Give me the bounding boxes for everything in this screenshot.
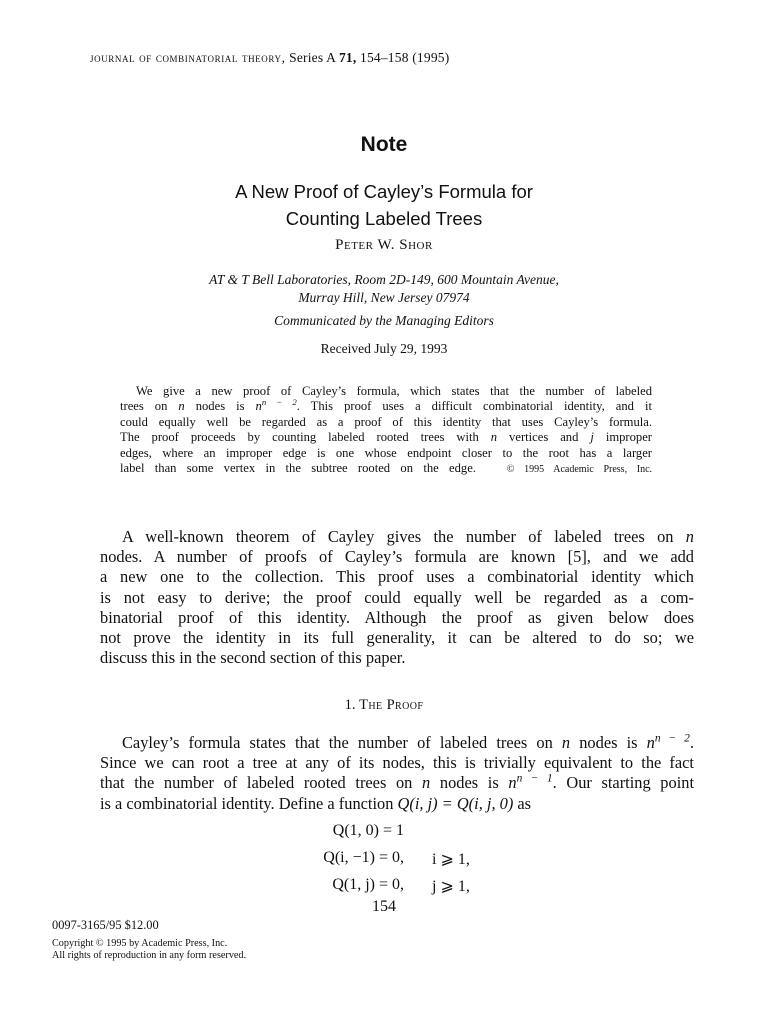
journal-name: journal of combinatorial theory,	[90, 50, 286, 65]
section-number: 1.	[344, 697, 356, 713]
paragraph-line: A well-known theorem of Cayley gives the number of labeled trees on n	[122, 527, 694, 546]
page-number: 154	[372, 898, 396, 915]
journal-volume: 71,	[338, 50, 357, 65]
equation-3-condition: j ⩾ 1,	[432, 878, 470, 895]
section-heading	[0, 697, 768, 714]
paragraph-line: discuss this in the second section of this paper.	[100, 648, 406, 668]
paragraph-line: is a combinatorial identity. Define a function Q(i, j) = Q(i, j, 0) as	[100, 793, 532, 813]
journal-pages: 154–158 (1995)	[360, 50, 450, 65]
journal-series: Series A	[289, 50, 336, 65]
paragraph-line: Cayley’s formula states that the number of labeled trees on n nodes is $n^{n - 2}$.	[122, 732, 694, 752]
abstract-line: The proof proceeds by counting labeled rooted trees with n vertices and j improper	[120, 430, 653, 445]
equation-3: Q(1, j) = 0,	[332, 876, 404, 893]
title-line-2: Counting Labeled Trees	[285, 208, 483, 229]
proof-paragraph	[100, 733, 694, 814]
abstract-line: could equally well be regarded as a proof of this identity that uses Cayley’s formula.	[120, 414, 652, 429]
abstract	[120, 384, 652, 477]
title-line-1: A New Proof of Cayley’s Formula for	[235, 181, 533, 202]
equation-2-condition: i ⩾ 1,	[432, 851, 470, 868]
paragraph-line: nodes. A number of proofs of Cayley’s formula are known [5], and we add	[100, 547, 694, 567]
paragraph-line: not prove the identity in its full generality, it can be altered to do so; we	[100, 628, 694, 648]
paragraph-line: binatorial proof of this identity. Although the proof as given below does	[100, 607, 694, 627]
paragraph-line: Since we can root a tree at any of its nodes, this is trivially equivalent to the fact	[100, 753, 694, 773]
section-title: The Proof	[359, 697, 424, 713]
journal-header	[90, 50, 449, 66]
paragraph-line: that the number of labeled rooted trees on n nodes is $n^{n - 1}$. Our starting point	[100, 772, 694, 793]
paragraph-line: a new one to the collection. This proof uses a combinatorial identity which	[100, 567, 694, 587]
note-label: Note	[360, 133, 408, 156]
author-name: Peter W. Shor	[335, 237, 433, 253]
received-date: Received July 29, 1993	[320, 341, 448, 356]
footer-copyright: Copyright © 1995 by Academic Press, Inc.	[52, 938, 228, 949]
footer	[52, 919, 246, 962]
footer-rights: All rights of reproduction in any form reserved.	[52, 950, 247, 961]
intro-paragraph	[100, 527, 694, 668]
equation-1: Q(1, 0) = 1	[332, 822, 404, 839]
communicated-by: Communicated by the Managing Editors	[274, 313, 494, 328]
abstract-line: label than some vertex in the subtree rooted on the edge. © 1995 Academic Press, Inc.	[120, 461, 653, 476]
paper-title	[0, 178, 768, 232]
affiliation-line-2: Murray Hill, New Jersey 07974	[298, 290, 470, 305]
footer-price: 0097-3165/95 $12.00	[52, 918, 159, 932]
abstract-line: trees on n nodes is $n^{n - 2}$. This proof uses a difficult combinatorial identity, and it	[120, 397, 652, 414]
paragraph-line: is not easy to derive; the proof could equally well be regarded as a com-	[100, 587, 694, 607]
affiliation-line-1: AT & T Bell Laboratories, Room 2D-149, 600 Mountain Avenue,	[209, 272, 559, 287]
equation-2: Q(i, −1) = 0,	[323, 849, 404, 866]
abstract-line: We give a new proof of Cayley’s formula, which states that the number of labeled	[136, 384, 652, 398]
affiliation	[0, 271, 768, 307]
abstract-line: edges, where an improper edge is one whose endpoint closer to the root has a larger	[120, 445, 652, 460]
abstract-copyright: © 1995 Academic Press, Inc.	[506, 464, 653, 476]
